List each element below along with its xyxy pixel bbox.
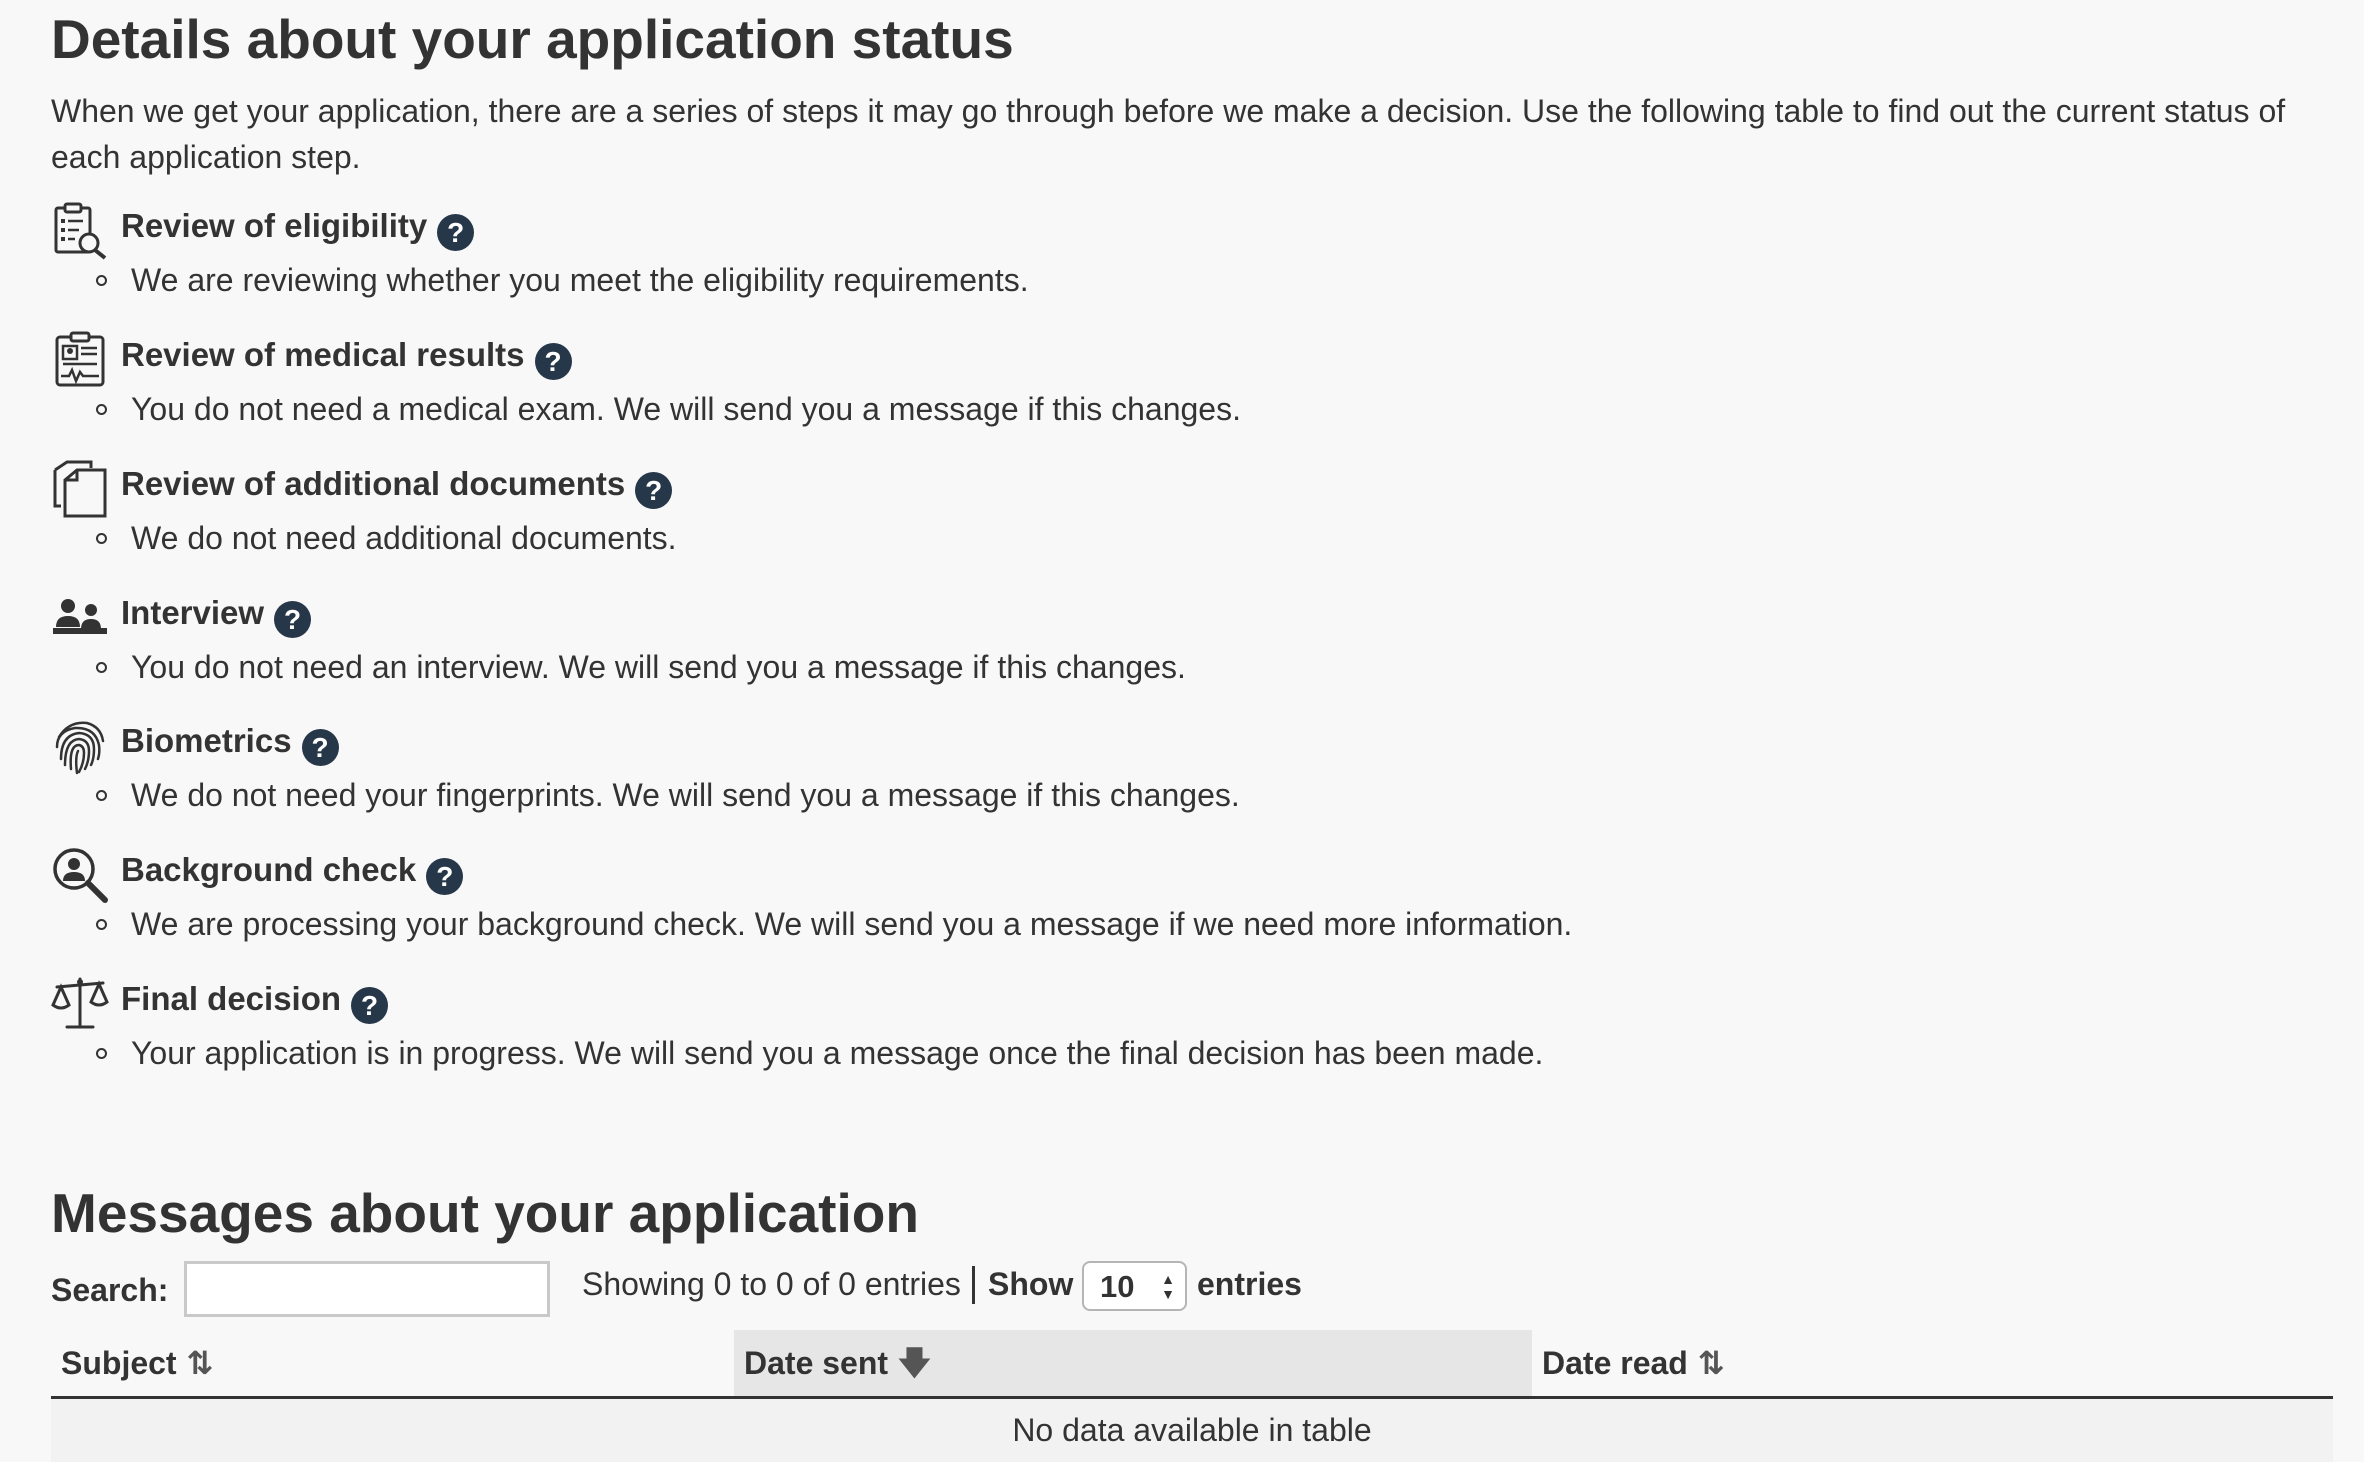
entries-label: entries	[1197, 1266, 1302, 1302]
step-biometrics	[51, 717, 2251, 837]
person-search-icon	[51, 846, 109, 904]
step-title	[121, 848, 463, 895]
bullet-icon	[96, 790, 107, 801]
page-size-value: 10	[1100, 1269, 1135, 1304]
step-background-check	[51, 846, 2251, 966]
bullet-icon	[96, 1048, 107, 1059]
table-empty-row: No data available in table	[51, 1399, 2333, 1462]
bullet-icon	[96, 404, 107, 415]
help-icon[interactable]: ?	[274, 601, 311, 638]
help-icon[interactable]: ?	[437, 214, 474, 251]
step-interview	[51, 589, 2251, 709]
status-heading: Details about your application status	[51, 8, 1014, 70]
search-input[interactable]	[184, 1261, 550, 1317]
help-icon[interactable]: ?	[635, 472, 672, 509]
scales-icon	[51, 975, 109, 1033]
help-icon[interactable]: ?	[302, 729, 339, 766]
column-header-date-sent[interactable]	[734, 1330, 1532, 1396]
step-title	[121, 977, 388, 1024]
page-size-select[interactable]	[1082, 1261, 1187, 1311]
clipboard-search-icon	[51, 202, 109, 260]
status-intro: When we get your application, there are a series of steps it may go through before we make a decision. Use the following table to find out the current status of each application step.	[51, 93, 2286, 175]
step-title-text: Biometrics	[121, 722, 292, 759]
step-title-text: Final decision	[121, 980, 342, 1017]
step-description: We are processing your background check. We will send you a message if we need more information.	[131, 906, 1573, 942]
step-description: We do not need additional documents.	[131, 520, 677, 556]
search-label: Search:	[51, 1272, 169, 1308]
step-title-text: Review of additional documents	[121, 465, 626, 502]
help-icon[interactable]: ?	[426, 858, 463, 895]
medical-clipboard-icon	[51, 331, 109, 389]
step-eligibility	[51, 202, 2251, 322]
step-description: You do not need a medical exam. We will send you a message if this changes.	[131, 391, 1241, 427]
bullet-icon	[96, 275, 107, 286]
sort-desc-icon: 🡇	[898, 1345, 931, 1381]
interview-people-icon	[51, 589, 109, 647]
messages-heading: Messages about your application	[51, 1182, 919, 1244]
step-title	[121, 204, 474, 251]
divider	[972, 1266, 975, 1304]
fingerprint-icon	[51, 717, 109, 775]
column-label: Date read	[1542, 1345, 1688, 1381]
step-final-decision	[51, 975, 2251, 1095]
column-header-date-read[interactable]	[1532, 1330, 2333, 1396]
step-description: You do not need an interview. We will send you a message if this changes.	[131, 649, 1186, 685]
column-label: Subject	[61, 1345, 177, 1381]
step-title	[121, 591, 311, 638]
step-title	[121, 719, 339, 766]
documents-icon	[51, 460, 109, 518]
showing-entries-text: Showing 0 to 0 of 0 entries	[582, 1266, 961, 1302]
step-title-text: Review of medical results	[121, 336, 525, 373]
help-icon[interactable]: ?	[535, 343, 572, 380]
column-label: Date sent	[744, 1345, 889, 1381]
step-title-text: Review of eligibility	[121, 207, 428, 244]
sort-both-icon: ⇅	[1697, 1345, 1725, 1381]
step-medical	[51, 331, 2251, 451]
step-description: Your application is in progress. We will send you a message once the final decision has been made.	[131, 1035, 1544, 1071]
step-description: We do not need your fingerprints. We will send you a message if this changes.	[131, 777, 1240, 813]
column-header-subject[interactable]	[51, 1330, 734, 1396]
step-title	[121, 333, 572, 380]
bullet-icon	[96, 533, 107, 544]
step-title-text: Interview	[121, 594, 265, 631]
step-title	[121, 462, 672, 509]
step-documents	[51, 460, 2251, 580]
step-title-text: Background check	[121, 851, 417, 888]
help-icon[interactable]: ?	[351, 987, 388, 1024]
step-description: We are reviewing whether you meet the eligibility requirements.	[131, 262, 1029, 298]
select-arrows-icon: ▲ ▼	[1161, 1271, 1175, 1302]
show-label: Show	[988, 1266, 1074, 1302]
bullet-icon	[96, 662, 107, 673]
sort-both-icon: ⇅	[186, 1345, 214, 1381]
bullet-icon	[96, 919, 107, 930]
